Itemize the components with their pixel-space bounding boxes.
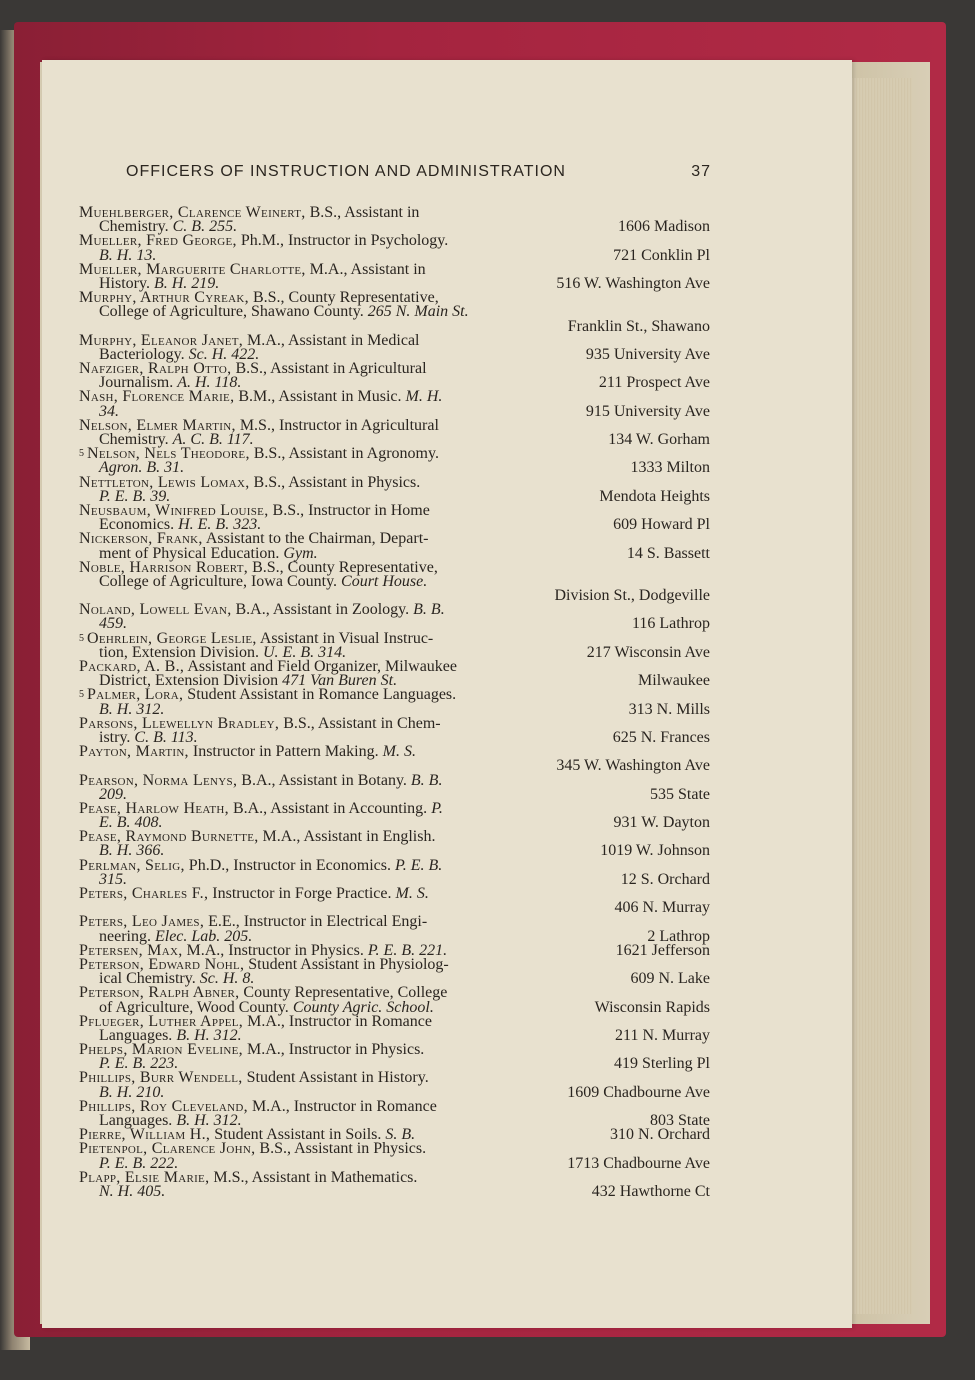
position-description-cont: ical Chemistry.	[99, 970, 196, 988]
person-name: Peters, Charles F.,	[79, 885, 209, 902]
office-location: U. E. B. 314.	[263, 643, 347, 661]
home-address: 625 N. Frances	[612, 728, 710, 746]
position-description: B.S., Assistant in Physics.	[249, 473, 421, 491]
office-location: A. H. 118.	[177, 374, 242, 392]
person-name: Murphy, Arthur Cyreak,	[79, 289, 249, 307]
home-address: Wisconsin Rapids	[594, 998, 710, 1016]
directory-listing	[79, 206, 710, 1199]
directory-entry	[79, 887, 710, 915]
office-location: 265 N. Main St.	[367, 303, 469, 321]
directory-entry	[79, 447, 710, 475]
office-location: B. H. 312.	[176, 1026, 242, 1044]
directory-entry	[79, 830, 710, 858]
position-description: M.A., Instructor in Physics.	[182, 941, 364, 959]
directory-entry	[79, 1142, 710, 1170]
person-name: Plapp, Elsie Marie,	[79, 1168, 210, 1186]
person-name: Palmer, Lora,	[87, 686, 184, 704]
position-description-cont: Journalism.	[99, 374, 174, 392]
home-address: 211 Prospect Ave	[598, 374, 710, 392]
person-name: Mueller, Fred George,	[79, 232, 237, 250]
directory-entry	[79, 416, 710, 448]
position-description-cont: History.	[99, 274, 150, 292]
directory-entry	[79, 986, 710, 1014]
person-name: Phelps, Marion Eveline,	[79, 1041, 243, 1059]
office-location: P. E. B. 222.	[99, 1154, 179, 1172]
office-location: 459.	[99, 615, 127, 633]
person-name: Peterson, Edward Nohl,	[79, 955, 245, 973]
position-description: B.S., Assistant in Agricultural	[231, 360, 427, 378]
home-address: 1333 Milton	[630, 459, 710, 477]
office-location: 209.	[99, 785, 127, 803]
office-location: Court House.	[341, 572, 428, 590]
person-name: Noble, Harrison Robert,	[79, 558, 249, 576]
person-name: Nettleton, Lewis Lomax,	[79, 473, 250, 491]
home-address: 609 N. Lake	[630, 970, 710, 988]
position-description-cont: Chemistry.	[99, 431, 169, 448]
footnote-marker: 5	[79, 689, 84, 701]
position-description: B.A., Assistant in Zoology.	[231, 601, 410, 619]
position-description-cont: ment of Physical Education.	[99, 544, 280, 562]
position-description: Assistant and Field Organizer, Milwaukee	[184, 658, 457, 675]
position-description-cont: Languages.	[99, 1112, 173, 1129]
position-description: B.S., County Representative,	[248, 289, 439, 307]
home-address: Division St., Dodgeville	[554, 587, 710, 605]
office-location: B. B.	[410, 771, 443, 789]
office-location: B. H. 13.	[99, 246, 157, 264]
position-description: B.S., Assistant in Physics.	[255, 1140, 427, 1158]
office-location: P. E. B. 39.	[99, 487, 171, 505]
person-name: Nickerson, Frank,	[79, 530, 203, 548]
person-name: Pease, Harlow Heath,	[79, 799, 229, 817]
person-name: Nafziger, Ralph Otto,	[79, 360, 232, 378]
home-address: Milwaukee	[638, 672, 710, 690]
position-description: Student Assistant in Physiolog-	[244, 955, 449, 973]
home-address: 12 S. Orchard	[620, 870, 710, 888]
person-name: Pearson, Norma Lenys,	[79, 771, 238, 789]
position-description: M.A., Assistant in English.	[258, 828, 436, 846]
office-location: H. E. B. 323.	[178, 516, 262, 534]
position-description: M.A., Instructor in Romance	[247, 1097, 437, 1115]
directory-entry	[79, 362, 710, 390]
person-name: Pflueger, Luther Appel,	[79, 1012, 244, 1030]
position-description: County Representative, College	[239, 984, 448, 1002]
person-name: Pierre, William H.,	[79, 1126, 211, 1144]
home-address: 1019 W. Johnson	[600, 842, 710, 860]
person-name: Muehlberger, Clarence Weinert,	[79, 204, 306, 221]
home-address: 535 State	[650, 785, 710, 803]
home-address: 1713 Chadbourne Ave	[567, 1154, 710, 1172]
position-description: M.A., Instructor in Physics.	[242, 1041, 425, 1059]
office-location: B. H. 366.	[99, 842, 165, 860]
directory-entry	[79, 1097, 710, 1129]
position-description-cont: Bacteriology.	[99, 345, 185, 363]
person-name: Pease, Raymond Burnette,	[79, 828, 259, 846]
home-address: 134 W. Gorham	[608, 431, 710, 448]
position-description: Student Assistant in Romance Languages.	[183, 686, 457, 704]
home-address: 2 Lathrop	[647, 927, 710, 945]
directory-entry	[79, 745, 710, 773]
person-name: Mueller, Marguerite Charlotte,	[79, 260, 306, 278]
running-header	[126, 163, 711, 181]
directory-entry	[79, 260, 710, 292]
person-name: Murphy, Eleanor Janet,	[79, 331, 244, 349]
position-description: Student Assistant in History.	[242, 1069, 429, 1087]
position-description: E.E., Instructor in Electrical Engi-	[204, 913, 428, 931]
office-location: B. H. 210.	[99, 1083, 165, 1101]
position-description-cont: District, Extension Division	[99, 672, 279, 690]
position-description: Assistant in Visual Instruc-	[256, 629, 434, 647]
person-name: Payton, Martin,	[79, 743, 189, 761]
position-description: M.A., Assistant in Medical	[243, 331, 420, 349]
directory-entry	[79, 1168, 710, 1200]
office-location: 471 Van Buren St.	[282, 672, 398, 690]
person-name: Neusbaum, Winifred Louise,	[79, 501, 269, 519]
office-location: A. C. B. 117.	[172, 431, 254, 448]
position-description-cont: Economics.	[99, 516, 175, 534]
office-location: Agron. B. 31.	[99, 459, 185, 477]
office-location: County Agric. School.	[292, 998, 434, 1016]
directory-entry	[79, 955, 710, 988]
person-name: Packard, A. B.,	[79, 658, 185, 675]
directory-entry	[79, 1043, 710, 1071]
home-address: 935 University Ave	[585, 345, 710, 363]
footnote-marker: 5	[79, 448, 84, 460]
home-address: 915 University Ave	[585, 402, 710, 420]
position-description: Instructor in Forge Practice.	[208, 885, 392, 902]
directory-entry	[79, 291, 710, 334]
entry-first-line	[79, 603, 710, 617]
office-location: P. E. B. 221.	[367, 941, 448, 959]
office-location: Sc. H. 8.	[199, 970, 255, 988]
directory-entry	[79, 688, 710, 716]
home-address: Mendota Heights	[599, 487, 710, 505]
home-address: 217 Wisconsin Ave	[586, 643, 710, 661]
entry-second-line	[79, 1182, 710, 1200]
page-fore-edge	[852, 78, 912, 1314]
person-name: Oehrlein, George Leslie,	[87, 629, 257, 647]
office-location: P. E. B. 223.	[99, 1055, 179, 1073]
office-location: B. H. 219.	[153, 274, 220, 292]
directory-entry	[79, 1012, 710, 1044]
home-address: 1606 Madison	[618, 218, 710, 236]
entry-second-line	[79, 572, 710, 590]
home-address: 931 W. Dayton	[613, 814, 710, 832]
office-location: B. B.	[413, 601, 445, 619]
home-address: 313 N. Mills	[628, 700, 710, 718]
home-address: 310 N. Orchard	[610, 1126, 710, 1144]
directory-entry	[79, 714, 710, 746]
home-address: 609 Howard Pl	[613, 516, 710, 534]
office-location: Elec. Lab. 205.	[154, 927, 253, 945]
directory-entry	[79, 660, 710, 688]
home-address: 721 Conklin Pl	[613, 246, 710, 264]
person-name: Peterson, Ralph Abner,	[79, 984, 240, 1002]
position-description: M.S., Instructor in Agricultural	[235, 416, 439, 434]
office-location: M. H.	[405, 388, 443, 406]
directory-entry	[79, 206, 710, 234]
home-address: 14 S. Bassett	[626, 544, 710, 562]
person-name: Nelson, Nels Theodore,	[87, 445, 250, 463]
entry-first-line	[79, 688, 710, 702]
position-description: B.S., Assistant in	[305, 204, 420, 221]
directory-entry	[79, 629, 710, 661]
office-location: P.	[431, 799, 443, 817]
directory-entry	[79, 915, 710, 943]
position-description: B.S., County Representative,	[248, 558, 438, 576]
home-address: 1621 Jefferson	[615, 941, 710, 959]
office-location: Sc. H. 422.	[188, 345, 260, 363]
office-location: M. S.	[395, 885, 429, 902]
position-description-cont: College of Agriculture, Iowa County.	[99, 572, 338, 590]
directory-entry	[79, 856, 710, 888]
home-address: 116 Lathrop	[631, 615, 710, 633]
home-address: 432 Hawthorne Ct	[591, 1182, 710, 1200]
position-description: B.M., Assistant in Music.	[234, 388, 402, 406]
office-location: P. E. B.	[395, 856, 443, 874]
position-description: B.A., Assistant in Botany.	[237, 771, 407, 789]
home-address: 345 W. Washington Ave	[556, 757, 710, 775]
office-location: C. B. 113.	[134, 728, 198, 746]
position-description: M.A., Instructor in Romance	[243, 1012, 432, 1030]
position-description-cont: tion, Extension Division.	[99, 643, 259, 661]
position-description: M.S., Assistant in Mathematics.	[209, 1168, 418, 1186]
header-title: OFFICERS OF INSTRUCTION AND ADMINISTRATION	[126, 163, 566, 180]
person-name: Phillips, Burr Wendell,	[79, 1069, 243, 1087]
position-description: Ph.M., Instructor in Psychology.	[236, 232, 449, 250]
person-name: Phillips, Roy Cleveland,	[79, 1097, 248, 1115]
person-name: Parsons, Llewellyn Bradley,	[79, 714, 280, 732]
directory-entry	[79, 603, 710, 631]
position-description: B.S., Assistant in Chem-	[279, 714, 441, 732]
position-description: Instructor in Pattern Making.	[188, 743, 379, 761]
directory-entry	[79, 558, 710, 605]
office-location: E. B. 408.	[99, 814, 163, 832]
footnote-marker: 5	[79, 632, 84, 644]
person-name: Nash, Florence Marie,	[79, 388, 235, 406]
position-description-cont: istry.	[99, 728, 131, 746]
office-location: S. B.	[385, 1126, 416, 1144]
entry-second-line	[79, 305, 710, 319]
position-description-cont: College of Agriculture, Shawano County.	[99, 303, 364, 321]
home-address: 1609 Chadbourne Ave	[567, 1083, 710, 1101]
home-address: 803 State	[650, 1112, 710, 1129]
person-name: Noland, Lowell Evan,	[79, 601, 232, 619]
office-location: M. S.	[382, 743, 416, 761]
person-name: Petersen, Max,	[79, 941, 183, 959]
page-number: 37	[691, 163, 711, 180]
entry-first-line	[79, 856, 710, 874]
position-description: Assistant to the Chairman, Depart-	[202, 530, 429, 548]
directory-entry	[79, 473, 710, 505]
directory-entry	[79, 799, 710, 832]
home-address: 516 W. Washington Ave	[556, 274, 710, 292]
position-description-cont: neering.	[99, 927, 151, 945]
person-name: Pietenpol, Clarence John,	[79, 1140, 256, 1158]
home-address: 211 N. Murray	[615, 1026, 710, 1044]
person-name: Perlman, Selig,	[79, 856, 185, 874]
directory-entry	[79, 532, 710, 560]
office-location: C. B. 255.	[172, 218, 238, 236]
person-name: Peters, Leo James,	[79, 913, 205, 931]
office-location: B. H. 312.	[99, 700, 165, 718]
office-location: B. H. 312.	[176, 1112, 242, 1129]
home-address: 406 N. Murray	[614, 899, 710, 917]
office-location: Gym.	[283, 544, 318, 562]
position-description-cont: of Agriculture, Wood County.	[99, 998, 289, 1016]
entry-first-line	[79, 771, 710, 789]
office-location: N. H. 405.	[99, 1182, 166, 1200]
home-address: 419 Sterling Pl	[613, 1055, 710, 1073]
position-description: B.S., Instructor in Home	[268, 501, 430, 519]
directory-entry	[79, 771, 710, 803]
directory-entry	[79, 390, 710, 418]
home-address: Franklin St., Shawano	[567, 317, 710, 335]
directory-entry	[79, 501, 710, 534]
position-description: Student Assistant in Soils.	[210, 1126, 382, 1144]
position-description: B.S., Assistant in Agronomy.	[249, 445, 439, 463]
position-description-cont: Languages.	[99, 1026, 173, 1044]
person-name: Nelson, Elmer Martin,	[79, 416, 236, 434]
position-description: M.A., Assistant in	[305, 260, 426, 278]
position-description: B.A., Assistant in Accounting.	[228, 799, 428, 817]
position-description: Ph.D., Instructor in Economics.	[184, 856, 391, 874]
directory-entry	[79, 234, 710, 262]
office-location: 315.	[99, 870, 127, 888]
directory-entry	[79, 1071, 710, 1099]
office-location: 34.	[99, 402, 119, 420]
position-description-cont: Chemistry.	[99, 218, 169, 236]
directory-entry	[79, 331, 710, 363]
